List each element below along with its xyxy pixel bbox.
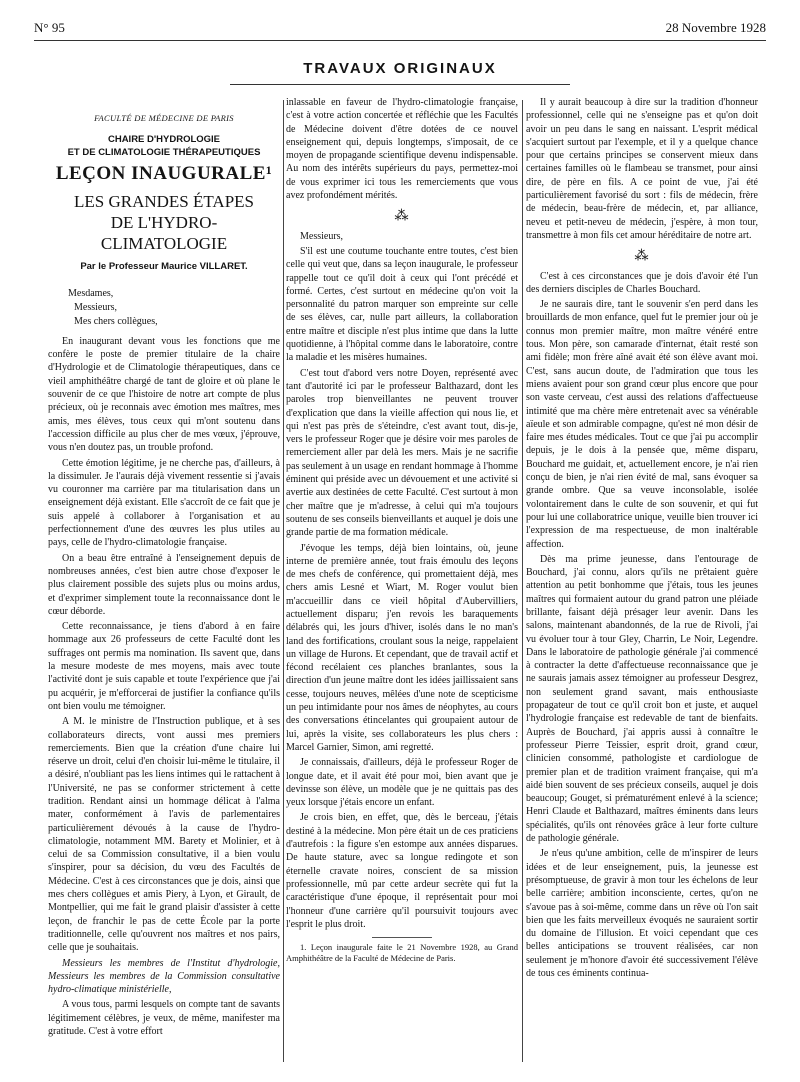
section-rule bbox=[230, 84, 570, 85]
column-2 bbox=[286, 96, 518, 966]
section-title: TRAVAUX ORIGINAUX bbox=[303, 60, 497, 77]
lecon-title: LEÇON INAUGURALE¹ bbox=[55, 163, 273, 185]
column-3 bbox=[526, 96, 758, 982]
column-divider bbox=[283, 100, 284, 1062]
column-divider bbox=[522, 100, 523, 1062]
paragraph: Cette reconnaissance, je tiens d'abord à en faire hommage aux 26 professeurs de cette Faculté dont les suffrages ont permis ma nomination. Ils savent que, dans la mesure modeste de mes moyens, mais avec toute l'activité dont je suis capable et toute l'expérience que j'ai pu acquérir, je m'efforcerai de justifier la confiance qu'ils ont bien voulu me témoigner. bbox=[48, 621, 280, 712]
paragraph: Je n'eus qu'une ambition, celle de m'inspirer de leurs idées et de leur enseignement, puis, la jeunesse est présomptueuse, de gravir à mon tour les échelons de leur belle carrière; ambition inconsciente, certes, qu'on ne s'avoue pas à soi-même, comme dans un rêve où l'on sait bien que les faits merveilleux évoqués ne sauraient sortir du domaine de l'illusion. Et voici cependant que ces belles anticipations se trouvent réalisées, car non seulement je m'honore d'avoir été successivement l'élève de tous ces éminents continua- bbox=[526, 848, 758, 979]
asterism: ⁂ bbox=[394, 209, 410, 225]
paragraph: S'il est une coutume touchante entre toutes, c'est bien celle qui veut que, dans sa leçon inaugurale, le professeur rappelle tout ce qu'il doit à ceux qui l'ont précédé et formé. Certes, c'est surtout en médecine qu'on voit la personnalité du patron marquer son empreinte sur celle de ses élèves, car, nulle part ailleurs, la collaboration entre maître et disciple n'est plus intime que dans la lutte quotidienne, à l'hôpital comme dans le laboratoire, contre la maladie et les misères humaines. bbox=[286, 245, 518, 364]
header-rule bbox=[34, 40, 766, 41]
column-1 bbox=[48, 96, 280, 1040]
footnote-rule bbox=[372, 937, 432, 938]
paragraph: A M. le ministre de l'Instruction publique, et à ses collaborateurs directs, vont aussi mes premiers remerciements. Bien que la création d'une chaire lui réserve un droit, celui d'en choisir lui-même le titulaire, il a désiré, n'oubliant pas les liens intimes qui le rattachent à l'Université, ne pas se conformer strictement à cette tradition. Rendant ainsi un hommage délicat à l'alma mater, conformément à l'avis de parlementaires particulièrement dévoués à la cause de l'hydro-climatologie, notamment MM. Barety et Molinier, et à celui de sa Commission consultative, il a bien voulu s'inspirer, pour sa décision, du vœu des Facultés de Médecine. C'est à ces circonstances que je dois, ainsi que mes chers collègues et amis Piery, à Lyon, et Girault, de Montpellier, qui me fait le grand plaisir d'assister à cette leçon, de franchir le pas de cette École par la porte traditionnelle, celle qu'ouvrent nos maîtres et nos pairs, celle que je souhaitais. bbox=[48, 716, 281, 954]
page-header bbox=[34, 20, 766, 40]
byline: Par le Professeur Maurice VILLARET. bbox=[80, 260, 248, 272]
article-title: LES GRANDES ÉTAPES DE L'HYDRO-CLIMATOLOGIE bbox=[74, 191, 254, 253]
paragraph: On a beau être entraîné à l'enseignement depuis de nombreuses années, c'est bien autre chose d'exposer le plus clairement possible des sujets plus ou moins ardus, et d'exprimer simplement toute la reconnaissance dont le cœur déborde. bbox=[48, 552, 280, 617]
paragraph: En inaugurant devant vous les fonctions que me confère le poste de premier titulaire de la chaire d'Hydrologie et de Climatologie thérapeutiques, dans ce vieil amphithéâtre chargé de tant de gloire et où plane le souvenir de ce que l'histoire de notre art compte de plus précieux, où je reconnais avec émotion mes maîtres, mes amis, mes élèves, tous ceux qui m'ont soutenu dans l'accession difficile au plus cher de mes vœux, j'éprouve, vous n'en doutez pas, un trouble profond. bbox=[48, 335, 280, 454]
chaire-heading: CHAIRE D'HYDROLOGIE ET DE CLIMATOLOGIE THÉRAPEUTIQUES bbox=[67, 134, 261, 159]
paragraph: C'est à ces circonstances que je dois d'avoir été l'un des derniers disciples de Charles Bouchard. bbox=[526, 270, 758, 295]
paragraph: C'est tout d'abord vers notre Doyen, représenté avec tant d'autorité ici par le professeur Balthazard, dont les paroles trop bienveillantes ne peuvent trouver d'explication que dans la vieille affection qui nous lie, et qui n'est pas près de s'éteindre, c'est avant tout, dis-je, vers le professeur Roger que je désire voir mes paroles de remerciement aller par delà les mers. Mais je ne sacrifie pas seulement à un usage en rendant hommage à l'homme éminent qui préside avec un dévouement et une activité si avertie aux destinées de cette Faculté. C'est surtout à mon cher maître que je m'adresse, à celui qui m'a toujours soutenu de ses conseils bienveillants et auquel je dois une grande partie de ma formation médicale. bbox=[286, 367, 518, 539]
salutation: Mesdames, Messieurs, Mes chers collègues, bbox=[68, 287, 158, 327]
paragraph: A vous tous, parmi lesquels on compte tant de savants légitimement célèbres, je veux, de même, manifester ma gratitude. C'est à votre effort bbox=[48, 999, 280, 1038]
paragraph: inlassable en faveur de l'hydro-climatologie française, c'est à votre action concertée et réfléchie que les Facultés de Médecine doivent d'être dotées de ce nouvel enseignement qui, depuis longtemps, s'imposait, de ce moyen de propagande scientifique devenu indispensable. Au nom des intérêts supérieurs du pays, permettez-moi de vous exprimer ici tous les remerciements que vous avez profondément mérités. bbox=[286, 97, 518, 202]
paragraph: J'évoque les temps, déjà bien lointains, où, jeune interne de première année, tout frais émoulu des leçons de mes chefs de conférence, qui promettaient déjà, mes chers amis Lesné et Wiart, M. Roger voulut bien m'accueillir dans ce vieil hôpital d'Aubervilliers, actuellement disparu; j'en revois les baraquements délabrés qui, les jours d'hiver, isolés dans le no man's land des fortifications, croulant sous la neige, rappelaient un village de Hurons. Et cependant, que de travail actif et fécond recélaient ces planches branlantes, sous la direction d'un jeune maître dont les idées jaillissaient sans cesse, toujours neuves, mêlées d'une note de scepticisme un peu intimidante pour nos âmes de néophytes, au cours des conversations étincelantes qui groupaient autour de lui, après la visite, ses collaborateurs les plus chers : Marcel Garnier, Simon, ami regretté. bbox=[286, 542, 518, 753]
footnote: 1. Leçon inaugurale faite le 21 Novembre 1928, au Grand Amphithéâtre de la Faculté de Médecine de Paris. bbox=[286, 942, 518, 964]
paragraph: Je crois bien, en effet, que, dès le berceau, j'étais destiné à la médecine. Mon père était un de ces praticiens d'autrefois : la figure s'en estompe aux années disparues. De haute stature, avec sa longue redingote et son éternelle cravate noires, conscient de sa mission professionnelle, mû par cette ardeur secrète qui fut la caractéristique d'une époque, il représentait pour moi l'honneur d'une carrière qu'il poursuivit toujours avec l'esprit le plus droit. bbox=[286, 812, 518, 930]
issue-date: 28 Novembre 1928 bbox=[665, 20, 766, 35]
paragraph: Dès ma prime jeunesse, dans l'entourage de Bouchard, j'ai connu, alors qu'ils ne prêtaient guère attention au petit bonhomme que j'étais, tous les jeunes maîtres qui formaient autour du grand patron une pléiade brillante, faisant déjà présager leur avenir. Dans les salons, maintenant abandonnés, de la rue de Rivoli, j'ai vu évoluer tour à tour Gley, Charrin, Le Noir, Legendre. Dans le laboratoire de pathologie générale j'ai commencé à contracter la dette d'affectueuse reconnaissance que je ne saurais jamais assez témoigner au professeur Desgrez, non seulement grand savant, mais enthousiaste propagateur de tout ce qu'il croit bon et juste, et auquel l'hydrologie française est redevable de tant de bienfaits. Auprès de Bouchard, j'ai appris aussi à connaître le professeur Pierre Teissier, esprit droit, grand cœur, clinicien consommé, pathologiste et cardiologue de premier plan et de tradition vraiment française, qui m'a aidé bien souvent de ses précieux conseils, auquel je dois beaucoup; Gouget, si prématurément enlevé à la science; Henri Claude et Balthazard, maîtres éminents dans leurs spécialités, qu'ils ont rénovées grâce à leur forte culture de pathologie générale. bbox=[526, 553, 758, 845]
page-number: N° 95 bbox=[34, 20, 65, 35]
paragraph: Je connaissais, d'ailleurs, déjà le professeur Roger de longue date, et il avait été pour moi, bien avant que je devinsse son élève, un modèle que je ne quittais pas des yeux lorsque j'étais encore un enfant. bbox=[286, 757, 518, 809]
asterism: ⁂ bbox=[634, 249, 650, 265]
paragraph: Messieurs les membres de l'Institut d'hydrologie, Messieurs les membres de la Commission consultative hydro-climatique ministérielle, bbox=[48, 957, 280, 996]
faculte-line: FACULTÉ DE MÉDECINE DE PARIS bbox=[94, 113, 234, 123]
salutation-messieurs: Messieurs, bbox=[300, 230, 344, 242]
paragraph: Je ne saurais dire, tant le souvenir s'en perd dans les brouillards de mon enfance, quel fut le premier jour où je connus mon premier maître, mon maître vénéré entre tous. Mon père, son camarade d'internat, était resté son ami fidèle; mon frère aîné avait été son élève avant moi. C'est, sans aucun doute, de l'admiration que tous les miens avaient pour son grand cœur plus encore que pour son vaste cerveau, c'est aussi des relations d'affectueuse intimité que ma chère mère entretenait avec sa vénérable aïeule et son admirable compagne, qu'est né mon désir de faire mes études médicales. Tout ce que j'ai pu accomplir depuis, je le dois à la pensée que, même disparu, Bouchard me guidait, et, actuellement encore, je n'ai rien conçu de bien, je n'ai rien évité de mal, sans évoquer sa grande ombre. Que sa veuve inconsolable, isolée volontairement dans le culte de son souvenir, et qui fut pour lui une collaboratrice unique, veuille bien trouver ici l'expression de ma respectueuse, de mon inaltérable affection. bbox=[526, 299, 758, 550]
paragraph: Il y aurait beaucoup à dire sur la tradition d'honneur professionnel, celle qui ne s'enseigne pas et qu'on doit avoir un peu dans le sang en naissant. L'esprit médical s'acquiert surtout par l'exemple, et il y a quelque chance pour que certains principes se conservent mieux dans certaines familles où le flambeau se transmet, pour ainsi dire, de père en fils. A ce point de vue, j'ai été particulièrement favorisé du sort : fils de médecin, frère de médecin, beau-frère de médecin, et, par alliance, neveu et petit-neveu de médecin, j'espère, à mon tour, transmettre à mon fils cet amour héréditaire de notre art. bbox=[526, 97, 758, 241]
paragraph: Cette émotion légitime, je ne cherche pas, d'ailleurs, à la dissimuler. Je l'aurais déjà vivement ressentie si j'avais vu couronner ma carrière par ma titularisation dans un enseignement déjà existant. Elle s'accroît de ce fait que je suis appelé à collaborer à l'organisation et au perfectionnement d'une des œuvres les plus utiles au pays, celle de l'hydro-climatologie française. bbox=[48, 457, 280, 549]
